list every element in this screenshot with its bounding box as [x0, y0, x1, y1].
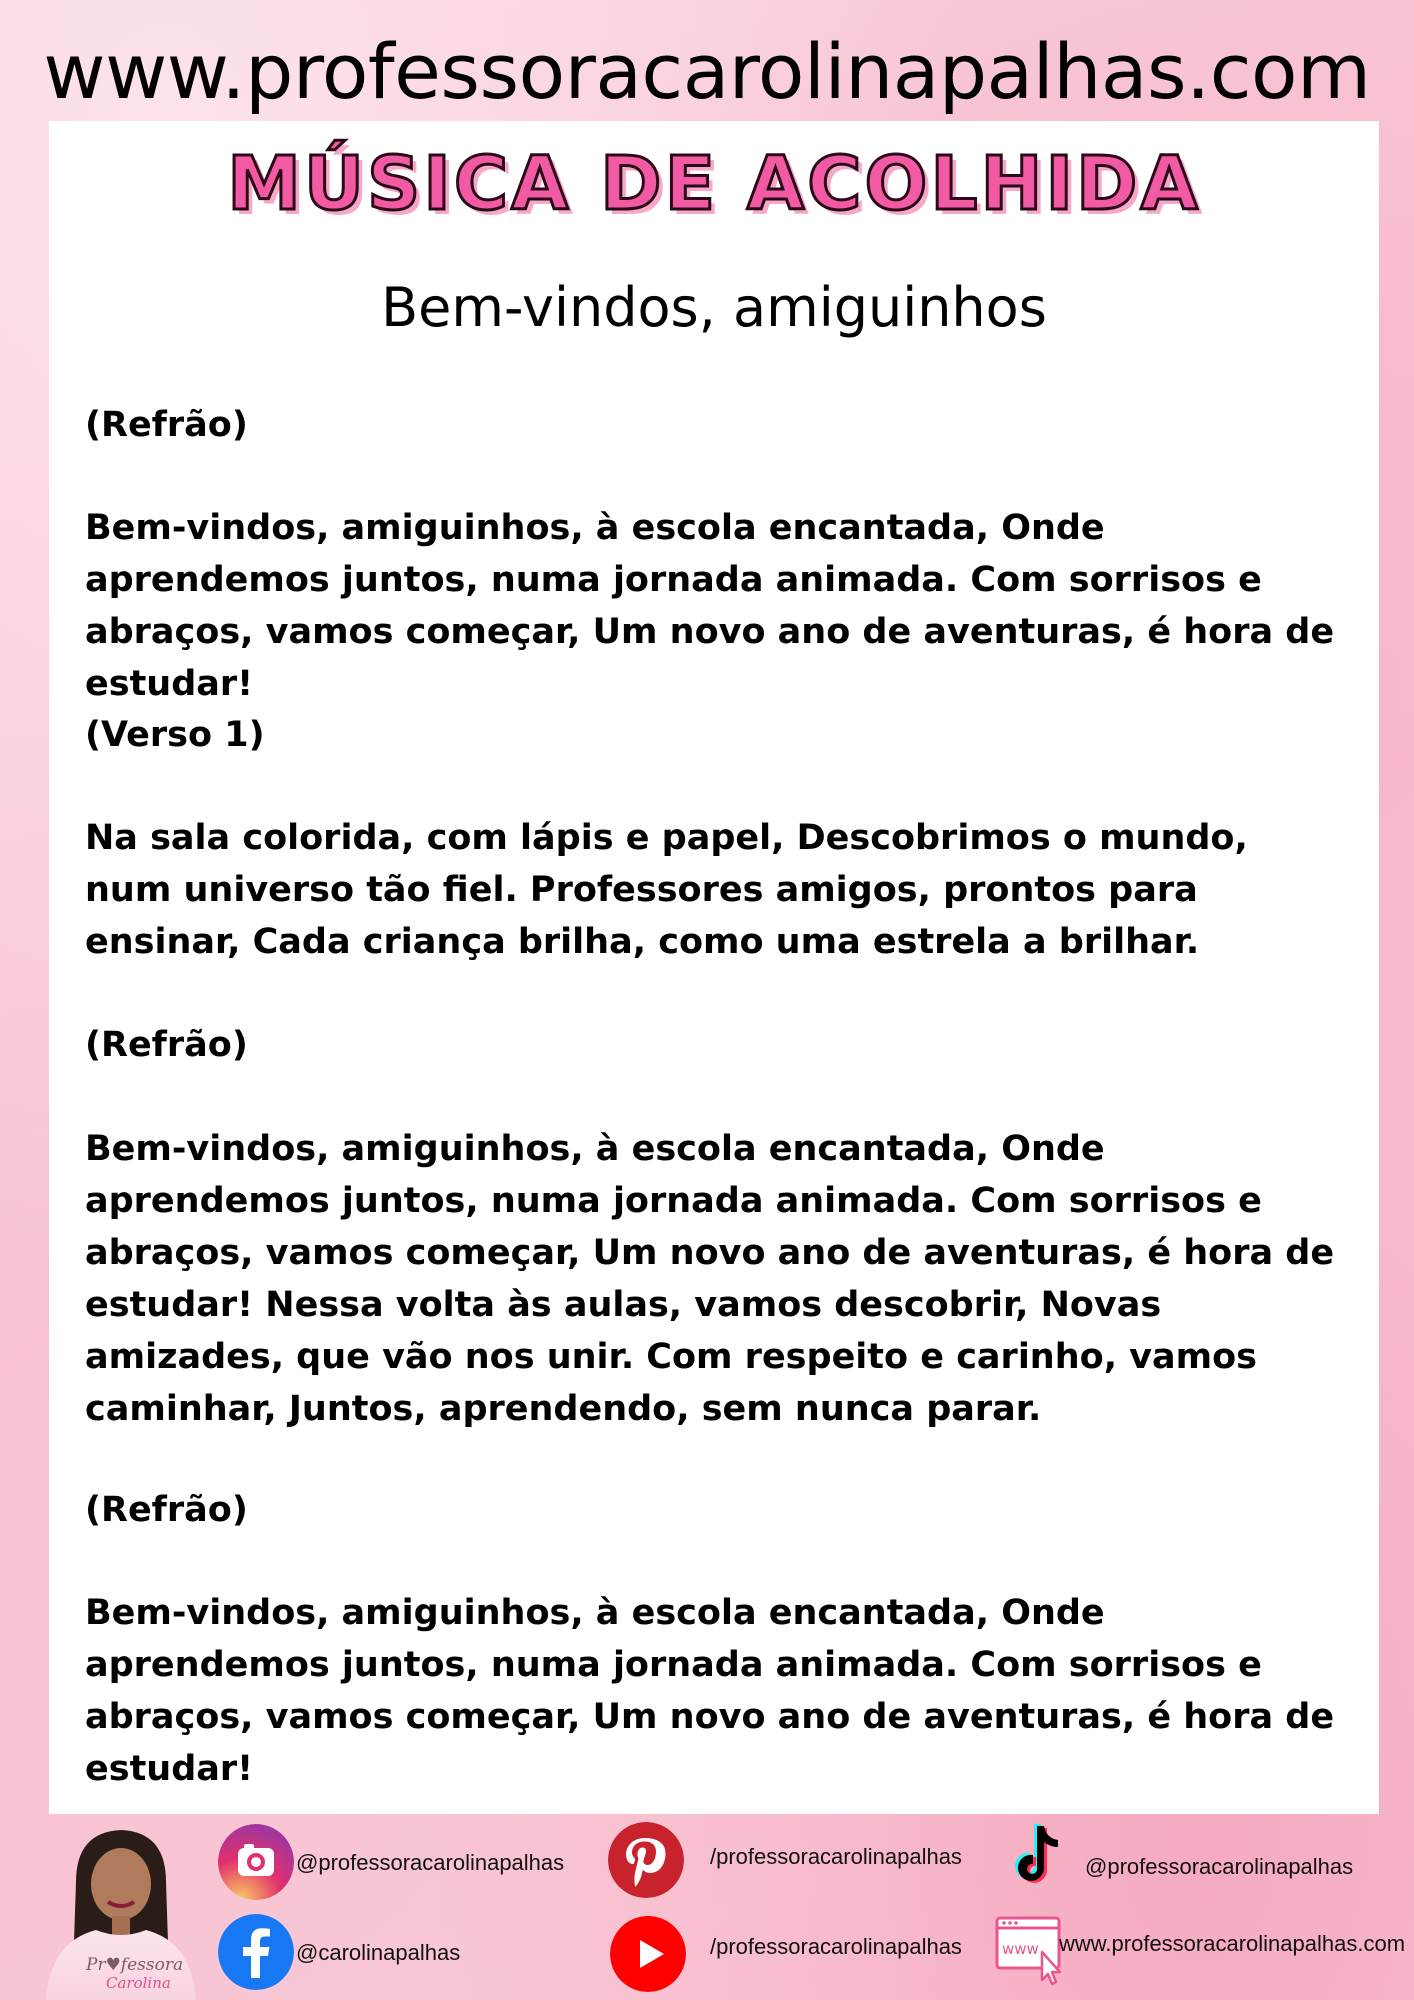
svg-text:Carolina: Carolina [106, 1974, 171, 1992]
youtube-handle[interactable]: /professoracarolinapalhas [710, 1934, 962, 1959]
youtube-icon[interactable] [610, 1916, 686, 1992]
section-label-chorus: (Refrão) [85, 1025, 248, 1065]
song-title: Bem-vindos, amiguinhos [381, 276, 1047, 339]
pinterest-handle[interactable]: /professoracarolinapalhas [710, 1844, 962, 1869]
section-text-chorus: Bem-vindos, amiguinhos, à escola encantada, Onde aprendemos juntos, numa jornada animada. Com sorrisos e abraços, vamos começar, Um novo ano de aventuras, é hora de estudar! [85, 508, 1335, 704]
avatar-shirt-text: Pr♥fessora [86, 1955, 184, 1975]
tiktok-handle[interactable]: @professoracarolinapalhas [1085, 1854, 1354, 1879]
teacher-avatar [36, 1822, 206, 2000]
site-url-header[interactable]: www.professoracarolinapalhas.com [43, 27, 1371, 116]
lyrics-card [49, 121, 1379, 1814]
facebook-icon[interactable] [218, 1914, 294, 1990]
section-label-chorus: (Refrão) [85, 405, 248, 445]
instagram-icon[interactable] [218, 1824, 294, 1900]
section-text-verse-1: Na sala colorida, com lápis e papel, Descobrimos o mundo, num universo tão fiel. Professores amigos, prontos para ensinar, Cada criança brilha, como uma estrela a brilhar. [85, 818, 1248, 962]
main-title: MÚSICA DE ACOLHIDA [227, 141, 1201, 227]
instagram-handle[interactable]: @professoracarolinapalhas [296, 1850, 565, 1875]
social-footer [0, 1814, 1414, 2000]
svg-text:www: www [1002, 1940, 1039, 1958]
facebook-handle[interactable]: @carolinapalhas [296, 1940, 461, 1965]
section-label-chorus: (Refrão) [85, 1490, 248, 1530]
website-handle[interactable]: www.professoracarolinapalhas.com [1058, 1931, 1406, 1956]
section-label-verse-1: (Verso 1) [85, 715, 265, 755]
section-text-chorus: Bem-vindos, amiguinhos, à escola encantada, Onde aprendemos juntos, numa jornada animada. Com sorrisos e abraços, vamos começar, Um novo ano de aventuras, é hora de estudar! [85, 1593, 1335, 1789]
tiktok-icon[interactable] [1000, 1820, 1076, 1896]
section-text-chorus-extended: Bem-vindos, amiguinhos, à escola encantada, Onde aprendemos juntos, numa jornada animada. Com sorrisos e abraços, vamos começar, Um novo ano de aventuras, é hora de estudar! Nessa volta às aulas, vamos descobrir, Novas amizades, que vão nos unir. Com respeito e carinho, vamos caminhar, Juntos, aprendendo, sem nunca parar. [85, 1129, 1335, 1429]
pinterest-icon[interactable] [608, 1822, 684, 1898]
